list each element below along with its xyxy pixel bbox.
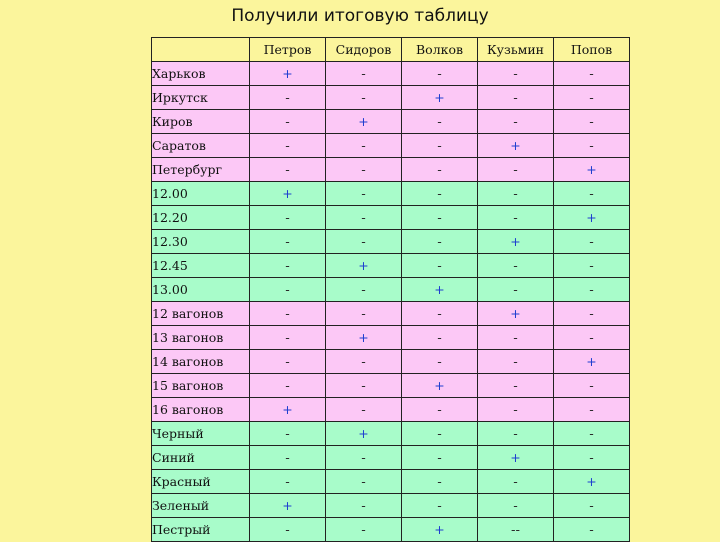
table-cell: + [250, 182, 326, 206]
table-cell: - [478, 158, 554, 182]
table-cell: - [554, 134, 630, 158]
table-cell: + [250, 62, 326, 86]
row-label: Пестрый [152, 518, 250, 542]
table-cell: - [554, 494, 630, 518]
table-cell: - [250, 302, 326, 326]
table-cell: -- [478, 518, 554, 542]
table-cell: - [250, 86, 326, 110]
table-cell: - [326, 230, 402, 254]
table-cell: - [326, 470, 402, 494]
table-row [152, 230, 630, 254]
table-cell: + [478, 134, 554, 158]
table-row [152, 254, 630, 278]
table-cell: - [554, 182, 630, 206]
row-label: Саратов [152, 134, 250, 158]
row-label: Синий [152, 446, 250, 470]
table-cell: + [250, 398, 326, 422]
column-header: Попов [554, 38, 630, 62]
column-header: Кузьмин [478, 38, 554, 62]
table-cell: - [326, 398, 402, 422]
table-cell: - [554, 86, 630, 110]
table-cell: - [250, 158, 326, 182]
table-cell: - [326, 86, 402, 110]
table-cell: + [478, 302, 554, 326]
column-header: Петров [250, 38, 326, 62]
table-cell: + [478, 230, 554, 254]
table-cell: + [554, 350, 630, 374]
table-cell: - [326, 206, 402, 230]
table-cell: - [554, 110, 630, 134]
table-cell: - [326, 494, 402, 518]
table-cell: - [402, 494, 478, 518]
table-row [152, 86, 630, 110]
table-cell: - [326, 182, 402, 206]
table-cell: - [402, 254, 478, 278]
table-cell: - [402, 326, 478, 350]
table-cell: - [478, 254, 554, 278]
table-cell: - [554, 518, 630, 542]
result-table [151, 37, 630, 542]
table-cell: + [250, 494, 326, 518]
table-cell: - [250, 374, 326, 398]
row-label: 12 вагонов [152, 302, 250, 326]
table-row [152, 158, 630, 182]
table-cell: - [402, 470, 478, 494]
table-cell: - [326, 518, 402, 542]
table-cell: - [402, 182, 478, 206]
table-cell: - [554, 62, 630, 86]
table-cell: - [250, 278, 326, 302]
table-cell: - [402, 62, 478, 86]
table-cell: + [478, 446, 554, 470]
header-corner-cell [152, 38, 250, 62]
table-cell: - [478, 206, 554, 230]
table-row [152, 446, 630, 470]
row-label: 12.45 [152, 254, 250, 278]
table-cell: - [478, 398, 554, 422]
table-cell: - [478, 326, 554, 350]
table-cell: - [402, 110, 478, 134]
table-cell: - [250, 110, 326, 134]
table-row [152, 134, 630, 158]
table-cell: - [250, 230, 326, 254]
column-header: Сидоров [326, 38, 402, 62]
table-cell: - [478, 494, 554, 518]
table-cell: - [326, 62, 402, 86]
table-cell: - [554, 302, 630, 326]
table-cell: - [402, 206, 478, 230]
table-row [152, 518, 630, 542]
row-label: 16 вагонов [152, 398, 250, 422]
table-cell: - [326, 278, 402, 302]
row-label: 12.30 [152, 230, 250, 254]
table-cell: - [250, 518, 326, 542]
table-cell: - [250, 446, 326, 470]
row-label: 13 вагонов [152, 326, 250, 350]
table-row [152, 374, 630, 398]
table-header-row [152, 38, 630, 62]
table-row [152, 494, 630, 518]
table-cell: + [402, 374, 478, 398]
table-cell: - [326, 446, 402, 470]
table-cell: + [326, 110, 402, 134]
table-cell: - [402, 422, 478, 446]
table-cell: + [402, 278, 478, 302]
table-cell: - [402, 398, 478, 422]
table-cell: + [554, 158, 630, 182]
table-cell: - [478, 350, 554, 374]
row-label: 13.00 [152, 278, 250, 302]
row-label: Зеленый [152, 494, 250, 518]
table-cell: - [478, 62, 554, 86]
table-cell: - [402, 446, 478, 470]
table-cell: - [250, 134, 326, 158]
row-label: 12.00 [152, 182, 250, 206]
table-cell: - [554, 326, 630, 350]
table-cell: + [402, 518, 478, 542]
table-cell: - [250, 326, 326, 350]
table-cell: - [402, 230, 478, 254]
row-label: Красный [152, 470, 250, 494]
table-cell: - [250, 206, 326, 230]
table-cell: - [402, 158, 478, 182]
table-row [152, 398, 630, 422]
table-cell: - [402, 302, 478, 326]
table-cell: - [478, 110, 554, 134]
table-cell: + [554, 470, 630, 494]
table-cell: - [326, 350, 402, 374]
table-cell: - [554, 446, 630, 470]
row-label: 14 вагонов [152, 350, 250, 374]
table-cell: - [326, 134, 402, 158]
table-body [152, 62, 630, 542]
table-cell: - [478, 374, 554, 398]
table-cell: - [478, 278, 554, 302]
table-cell: - [250, 254, 326, 278]
row-label: 12.20 [152, 206, 250, 230]
table-cell: - [478, 86, 554, 110]
table-cell: - [554, 374, 630, 398]
table-cell: - [250, 470, 326, 494]
table-row [152, 422, 630, 446]
row-label: Киров [152, 110, 250, 134]
row-label: Иркутск [152, 86, 250, 110]
table-cell: + [326, 422, 402, 446]
table-cell: - [326, 158, 402, 182]
table-row [152, 350, 630, 374]
table-row [152, 326, 630, 350]
table-row [152, 110, 630, 134]
table-cell: - [554, 254, 630, 278]
table-row [152, 278, 630, 302]
row-label: Черный [152, 422, 250, 446]
table-cell: - [250, 350, 326, 374]
table-cell: - [554, 422, 630, 446]
column-header: Волков [402, 38, 478, 62]
table-cell: - [554, 278, 630, 302]
table-row [152, 206, 630, 230]
table-cell: + [326, 326, 402, 350]
row-label: Харьков [152, 62, 250, 86]
row-label: 15 вагонов [152, 374, 250, 398]
table-cell: - [250, 422, 326, 446]
table-cell: - [326, 302, 402, 326]
table-cell: + [554, 206, 630, 230]
table-cell: - [478, 182, 554, 206]
row-label: Петербург [152, 158, 250, 182]
table-row [152, 470, 630, 494]
table-cell: - [478, 422, 554, 446]
table-row [152, 62, 630, 86]
table-row [152, 302, 630, 326]
page-title: Получили итоговую таблицу [231, 6, 489, 26]
table-cell: + [402, 86, 478, 110]
table-cell: + [326, 254, 402, 278]
table-cell: - [326, 374, 402, 398]
table-cell: - [402, 350, 478, 374]
table-cell: - [554, 398, 630, 422]
table-cell: - [554, 230, 630, 254]
table-cell: - [478, 470, 554, 494]
table-cell: - [402, 134, 478, 158]
table-row [152, 182, 630, 206]
